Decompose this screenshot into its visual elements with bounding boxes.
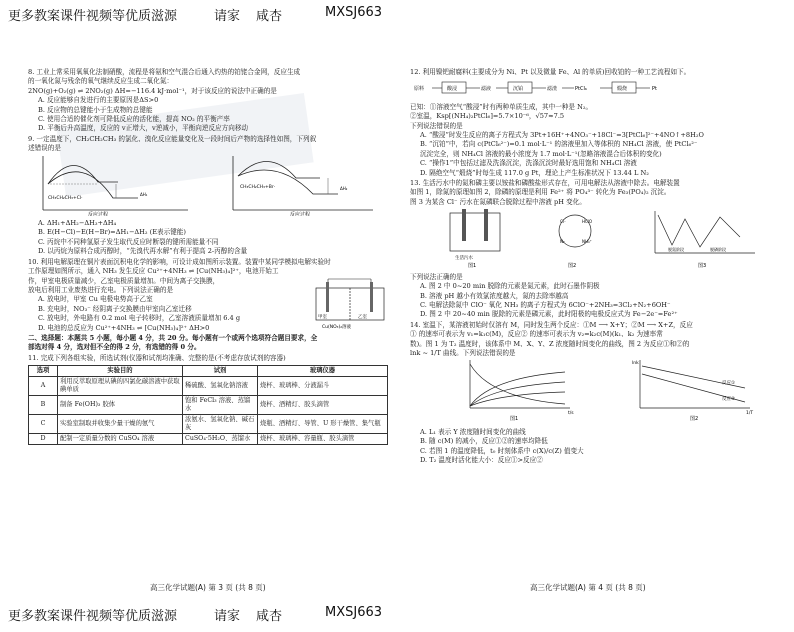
q13-option: B. 溶液 pH 越小有效氯浓度越大，氮的去除率越高 <box>420 291 569 300</box>
q9-fig-right-axis: 反应过程 <box>290 211 311 216</box>
q14-axis-label: 1/T <box>746 411 754 417</box>
table-cell: A <box>29 377 58 396</box>
q13-line: 13. 生活污水中的氮和磷主要以铵盐和磷酸盐形式存在，可用电解法从溶液中除去。电解装置 <box>410 179 680 188</box>
q9-option: D. 以丙烷为原料合成丙醇时，“先溴代再水解”有利于提高 2-丙醇的含量 <box>38 247 248 256</box>
flow-step: 原料 <box>414 86 425 93</box>
q12-line: ②室温，Ksp[(NH₄)₂PtCl₆]=5.7×10⁻⁶，√57≈7.5 <box>410 112 565 121</box>
table-header: 实验目的 <box>58 366 183 377</box>
figure-caption: 图1 <box>468 263 477 270</box>
svg-text:N₂: N₂ <box>560 239 565 245</box>
figure-caption: 图2 <box>690 416 699 423</box>
q12-option: B. “沉铂”中，若向 c(PtCl₆²⁻)=0.1 mol·L⁻¹ 的溶液里加入等体积的 NH₄Cl 溶液，使 PtCl₆²⁻ <box>420 140 698 149</box>
banner-slogan: 更多教案课件视频等优质滋源 <box>8 9 178 24</box>
q13-fig3 <box>655 211 755 269</box>
table-header-row <box>29 366 388 377</box>
bottom-banner <box>0 602 794 624</box>
flow-step: 煅烧 <box>617 86 628 93</box>
table-cell: B <box>29 396 58 415</box>
q13-fig1 <box>450 209 500 269</box>
table-cell: 烧杯、酒精灯、胶头滴管 <box>258 396 388 415</box>
flow-step: 酸浸 <box>447 86 458 93</box>
q9-line: 述错误的是 <box>28 144 61 153</box>
q14-fig1 <box>470 360 574 422</box>
q9-energy-diagrams <box>28 154 398 216</box>
q14-axis-label: lnk <box>632 361 639 367</box>
banner-slogan: 更多教案课件视频等优质滋源 <box>8 609 178 624</box>
top-banner <box>0 2 794 24</box>
q12-flowchart <box>410 77 780 99</box>
q13-line: 图 3 为某含 Cl⁻ 污水在氮磷联合脱除过程中溶液 pH 变化。 <box>410 197 586 206</box>
q8-line: 的一氧化氮与残余的氧气继续反应生成二氧化氮： <box>28 77 174 86</box>
table-cell: 配制一定质量分数的 CuSO₄ 溶液 <box>58 434 183 445</box>
banner-code: MXSJ663 <box>325 605 383 620</box>
table-row <box>29 396 388 415</box>
banner-text: 咸杏 <box>256 609 283 624</box>
q11-line: 11. 完成下列各组实验，所选试剂(仪器和试剂均准确、完整的是(不考虑存放试剂的容器) <box>28 353 286 362</box>
q9-fig-left-text: CH₃CH₂CH₃+Cl· <box>48 195 83 201</box>
question-11 <box>28 354 400 445</box>
q13-fig1-label: 生活污水 <box>455 256 473 262</box>
svg-text:Cl⁻: Cl⁻ <box>560 219 567 225</box>
svg-text:HClO: HClO <box>582 219 593 225</box>
flow-step: Pt <box>652 86 657 93</box>
question-9 <box>28 135 400 257</box>
q10-option: A. 放电时，甲室 Cu 电极电势高于乙室 <box>38 295 153 304</box>
flow-step: 沉铂 <box>513 86 524 93</box>
q10-line: 10. 利用电解原理在铜片表面沉积电化学的影响，可设计成如图所示装置。装置中某同学模拟电解实验时 <box>28 257 331 266</box>
table-cell: 利用反萃取原理从碘的四氯化碳溶液中获取碘单质 <box>58 377 183 396</box>
banner-text: 请家 <box>214 9 241 24</box>
figure-caption: 图1 <box>510 416 519 423</box>
q13-fig3-label: 脱磷阶段 <box>710 247 726 253</box>
q12-line: 下列说法错误的是 <box>410 121 463 130</box>
section-line: 二、选择题：本题共 5 小题，每小题 4 分，共 20 分。每小题有一个或两个选项符合题目要求，全 <box>28 333 318 342</box>
q10-fig-label: 甲室 <box>318 314 327 320</box>
table-cell: 制备 Fe(OH)₃ 胶体 <box>58 396 183 415</box>
page-3-footer: 高三化学试题(A) 第 3 页 (共 8 页) <box>150 583 266 592</box>
q12-option: C. “操作1”中包括过滤及洗涤沉淀，洗涤沉淀时最好选用饱和 NH₄Cl 溶液 <box>420 159 637 168</box>
q10-option: D. 电池的总反应为 Cu²⁺+4NH₃ ⇌ [Cu(NH₃)₄]²⁺ ΔH>0 <box>38 323 210 332</box>
q10-cell-diagram <box>308 278 393 330</box>
energy-diagram-left <box>43 156 188 216</box>
table-cell: 实验室制取并收集少量干燥的氨气 <box>58 415 183 434</box>
table-cell: D <box>29 434 58 445</box>
q8-line: 8. 工业上常采用氧氧化法制硝酸，流程是将氨和空气混合后通入灼热的铂铑合金网，反应生成 <box>28 68 301 76</box>
table-row <box>29 434 388 445</box>
table-cell: 烧杯、玻璃棒、分液漏斗 <box>258 377 388 396</box>
table-cell: C <box>29 415 58 434</box>
q8-option: B. 反应物的总键能小于生成物的总键能 <box>38 105 153 114</box>
table-cell: CuSO₄·5H₂O、蒸馏水 <box>183 434 258 445</box>
q9-fig-right-text: ΔH₂ <box>340 185 348 191</box>
page-4-footer: 高三化学试题(A) 第 4 页 (共 8 页) <box>530 583 646 592</box>
q12-option: A. “酸浸”时发生反应的离子方程式为 3Pt+16H⁺+4NO₃⁻+18Cl⁻=3[PtCl₆]²⁻+4NO↑+8H₂O <box>420 131 704 140</box>
q13-option: D. 图 2 中 20~40 min 脱除的元素是磷元素，此时阳极的电极反应式为 Fe−2e⁻=Fe²⁺ <box>420 310 678 319</box>
q9-fig-left-text: ΔH₁ <box>140 191 148 197</box>
figure-caption: 图2 <box>568 263 577 270</box>
q9-option: C. 丙烷中不同种氢原子发生取代反应时断裂的键所需能量不同 <box>38 237 219 246</box>
flow-step: PtCl₆ <box>575 86 587 93</box>
table-header: 选项 <box>29 366 58 377</box>
table-cell: 烧杯、玻璃棒、容量瓶、胶头滴管 <box>258 434 388 445</box>
q10-option: C. 放电时，外电路有 0.2 mol 电子转移时，乙室溶液质量增加 6.4 g <box>38 314 241 323</box>
table-header: 试剂 <box>183 366 258 377</box>
q12-line: 已知：①溶液空气“酸浸”时有两种单质生成，其中一种是 N₂。 <box>410 102 593 111</box>
section-2-header <box>28 334 400 353</box>
banner-text: 咸杏 <box>256 9 283 24</box>
q12-line: 12. 利用镍钯耐腐料(主要成分为 Ni、Pt 以及微量 Fe、Al 的单质)回收铂的一种工艺流程如下。 <box>410 68 691 76</box>
q13-fig3-label: 脱氮阶段 <box>668 247 684 253</box>
q9-fig-left-axis: 反应过程 <box>88 211 109 216</box>
q10-line: 工作原理如图所示，通入 NH₃ 发生反应 Cu²⁺+4NH₃ ⇌ [Cu(NH₃)₄]²⁺，电池开始工 <box>28 267 279 276</box>
q14-line: 14. 室温下，某溶液初始时仅溶有 M，同时发生两个反应：①M ⟶ X+Y；②M ⟶ X+Z，反应 <box>410 320 693 329</box>
energy-diagram-right <box>233 156 373 216</box>
q14-option: B. 随 c(M) 的减小，反应①②的速率均降低 <box>420 437 548 446</box>
q13-fig2 <box>559 215 592 269</box>
table-row <box>29 415 388 434</box>
q14-option: A. L₁ 表示 Y 浓度随时间变化的曲线 <box>420 427 526 436</box>
q12-option: D. 隔绝空气“煅烧”时每生成 117.0 g Pt，理论上产生标准状况下 13.44 L N₂ <box>420 168 649 177</box>
table-row <box>29 377 388 396</box>
q11-table <box>28 365 388 445</box>
q14-option: D. T₂ 温度时活化能大小：反应①>反应② <box>420 455 543 464</box>
q14-option: C. 若图 1 的温度降低，t₀ 时刻体系中 c(X)/c(Z) 值变大 <box>420 446 584 455</box>
banner-text: 请家 <box>214 609 241 624</box>
banner-code: MXSJ663 <box>325 5 383 20</box>
q8-option: D. 平衡后升高温度，反应的 v正增大，v逆减小，平衡向逆反应方向移动 <box>38 124 249 133</box>
q14-figures <box>410 358 780 424</box>
q10-fig-label: 乙室 <box>358 314 367 320</box>
question-12 <box>410 68 782 178</box>
q10-option: B. 充电时，NO₃⁻ 经阴离子交换膜由甲室向乙室迁移 <box>38 304 192 313</box>
section-line: 部选对得 4 分，选对但不全的得 2 分，有选错的得 0 分。 <box>28 343 201 352</box>
q10-fig-caption: Cu(NO₃)₂溶液 <box>322 324 352 330</box>
q13-line: 如图 1，除氮的原理如图 2，除磷的原理是利用 Fe²⁺ 将 PO₄³⁻ 转化为 Fe₃(PO₄)₂ 沉淀。 <box>410 188 671 197</box>
q12-option: 沉淀完全，则 NH₄Cl 溶液的最小浓度为 1.7 mol·L⁻¹(忽略溶液混合后体积的变化) <box>420 149 662 158</box>
q10-line: 作，甲室电极质量减少，乙室电极质量增加。中间为离子交换膜， <box>28 276 220 285</box>
flow-step: 滤液 <box>481 86 492 93</box>
q14-line-label: 反应② <box>722 397 736 403</box>
q14-fig2 <box>632 360 753 422</box>
q14-line: ① 的速率可表示为 v₁=k₁c(M)，反应② 的速率可表示为 v₂=k₂c(M)(k₁、k₂ 为速率常 <box>410 330 663 339</box>
q13-figures <box>410 207 780 269</box>
svg-text:NH₄⁺: NH₄⁺ <box>582 239 592 245</box>
q13-line: 下列说法正确的是 <box>410 272 463 281</box>
q9-option: B. E(H−Cl)−E(H−Br)=ΔH₁−ΔH₂ (E表示键能) <box>38 228 186 237</box>
question-8 <box>28 68 400 134</box>
q9-fig-right-text: CH₃CH₂CH₃+Br· <box>240 184 276 190</box>
q8-option: C. 使用合适的催化剂可降低反应的活化能，提高 NO₂ 的平衡产率 <box>38 115 230 124</box>
q14-line-label: 反应① <box>722 381 736 387</box>
q13-option: A. 图 2 中 0~20 min 脱除的元素是氮元素，此时石墨作阴极 <box>420 282 600 291</box>
figure-caption: 图3 <box>698 263 707 270</box>
question-10 <box>28 258 400 333</box>
q14-axis-label: t/s <box>568 411 574 417</box>
table-cell: 稀硫酸、氢氧化钠溶液 <box>183 377 258 396</box>
q8-option: A. 反应能够自发进行的主要原因是ΔS>0 <box>38 96 159 105</box>
table-cell: 浓氨水、氢氧化钠、碱石灰 <box>183 415 258 434</box>
table-header: 玻璃仪器 <box>258 366 388 377</box>
q14-line: lnk ~ 1/T 曲线。下列说法错误的是 <box>410 348 516 357</box>
q9-line: 9. 一定温度下，CH₂CH₂CH₃ 的氯化、溴化反应能量变化及一段时间后产物的选择性如图，下列叙 <box>28 134 317 143</box>
q13-option: C. 电解法除氮中 ClO⁻ 氧化 NH₃ 的离子方程式为 6ClO⁻+2NH₃=3Cl₂+N₂+6OH⁻ <box>420 300 671 309</box>
table-cell: 烧瓶、酒精灯、导管、U 形干燥管、集气瓶 <box>258 415 388 434</box>
q14-line: 数)。图 1 为 T₂ 温度时，该体系中 M、X、Y、Z 浓度随时间变化的曲线，图 2 为反应①和②的 <box>410 339 690 348</box>
q9-option: A. ΔH₁+ΔH₂−ΔH₃+ΔH₄ <box>38 219 117 228</box>
page-3 <box>28 68 400 580</box>
flow-step: 滤渣 <box>547 86 558 93</box>
table-cell: 饱和 FeCl₃ 溶液、蒸馏水 <box>183 396 258 415</box>
question-13 <box>410 179 782 320</box>
question-14 <box>410 321 782 466</box>
page-4 <box>410 68 782 580</box>
q8-line: 2NO(g)+O₂(g) ⇌ 2NO₂(g) ΔH=−116.4 kJ·mol⁻¹，对于该反应的说法中正确的是 <box>28 86 277 95</box>
q10-line: 放电后利用工业废热进行充电。下列说法正确的是 <box>28 285 174 294</box>
